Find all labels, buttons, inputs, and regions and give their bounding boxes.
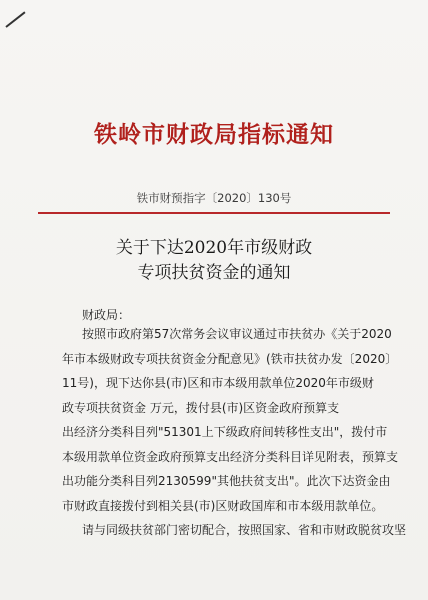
header-divider-rule xyxy=(38,212,390,214)
pen-stroke-mark xyxy=(5,11,25,27)
body-line: 出经济分类科目列"51301上下级政府间转移性支出"，拨付市 xyxy=(62,425,388,439)
body-line: 政专项扶贫资金 万元，拨付县(市)区资金政府预算支 xyxy=(62,401,340,415)
salutation: 财政局： xyxy=(82,308,131,322)
body-line: 请与同级扶贫部门密切配合，按照国家、省和市财政脱贫攻坚 xyxy=(82,523,407,537)
body-line: 11号)，现下达你县(市)区和市本级用款单位2020年市级财 xyxy=(62,376,374,390)
notice-title-line-2: 专项扶贫资金的通知 xyxy=(137,263,291,283)
body-line: 本级用款单位资金政府预算支出经济分类科目详见附表，预算支 xyxy=(62,450,399,464)
body-line: 年市本级财政专项扶贫资金分配意见》(铁市扶贫办发〔2020〕 xyxy=(62,352,398,366)
notice-title-line-1: 关于下达2020年市级财政 xyxy=(115,238,313,258)
body-line: 市财政直接拨付到相关县(市)区财政国库和市本级用款单位。 xyxy=(62,499,384,513)
body-line: 出功能分类科目列2130599"其他扶贫支出"。此次下达资金由 xyxy=(62,474,391,488)
document-number: 铁市财预指字〔2020〕130号 xyxy=(136,191,292,205)
document-header-title: 铁岭市财政局指标通知 xyxy=(94,121,334,148)
body-line: 按照市政府第57次常务会议审议通过市扶贫办《关于2020 xyxy=(82,327,392,341)
